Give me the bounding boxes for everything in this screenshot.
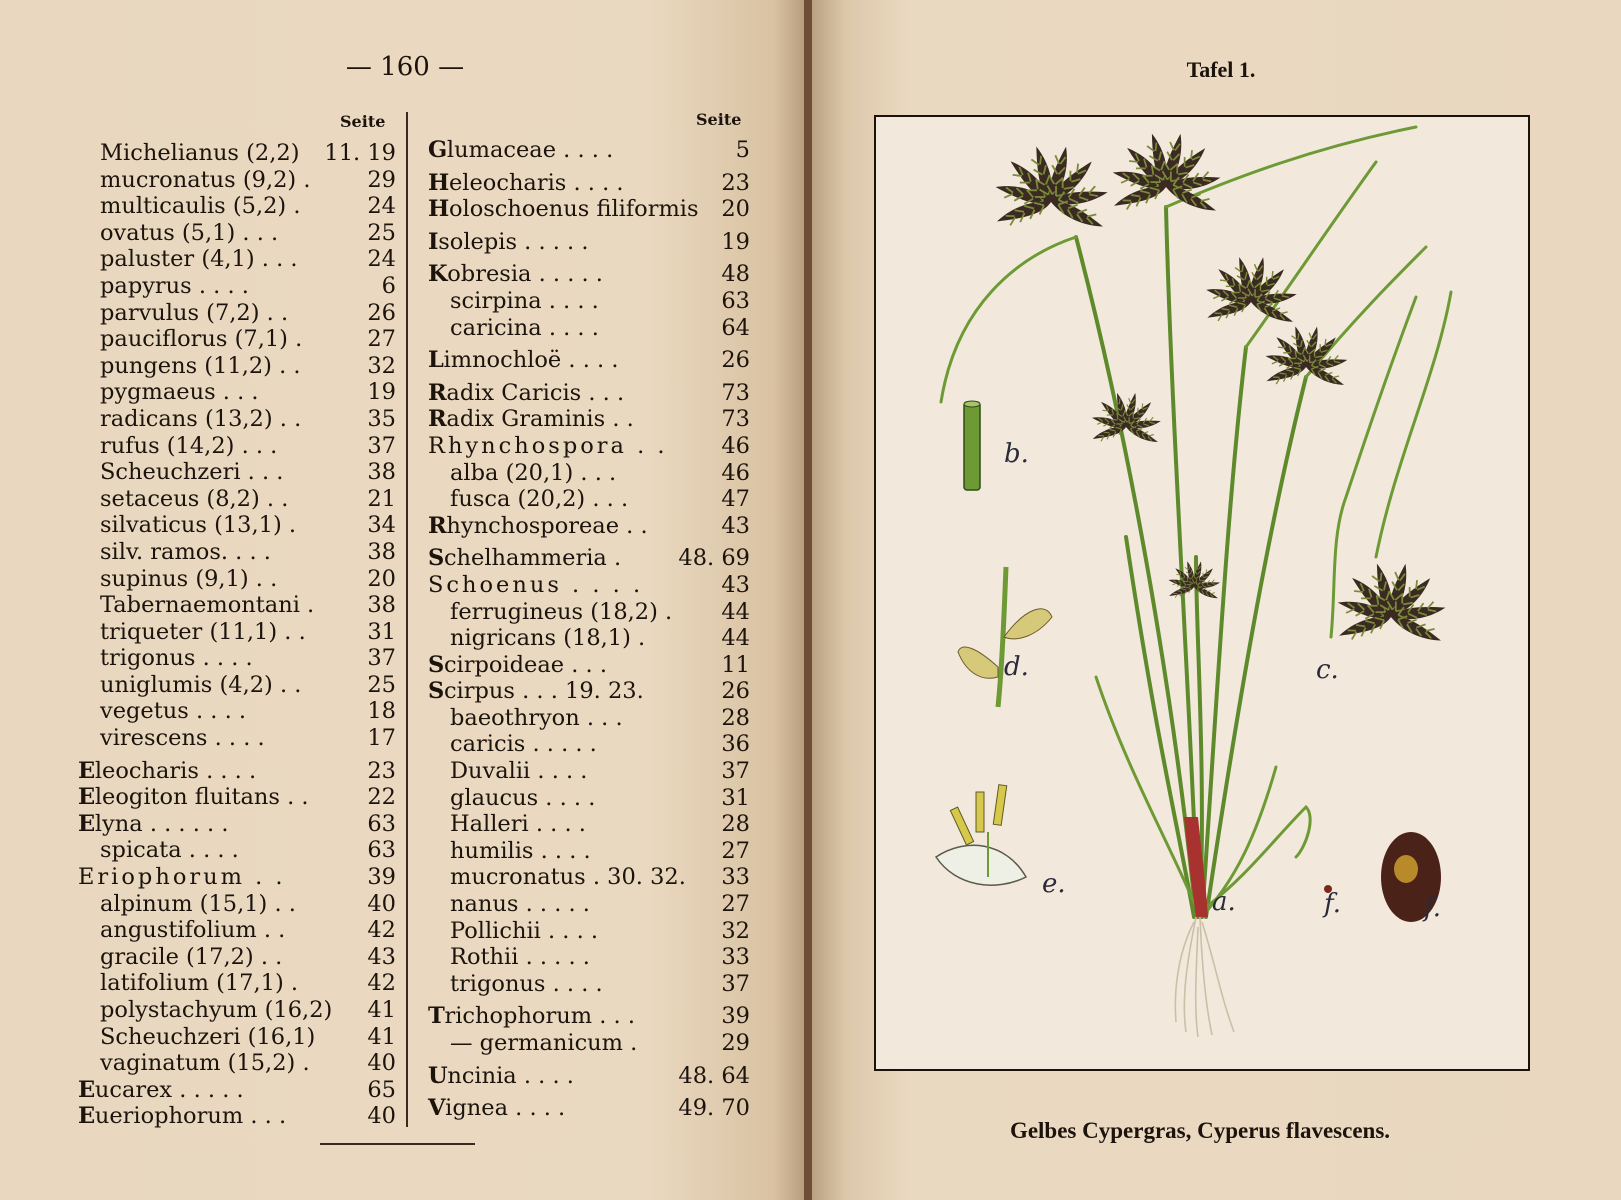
index-entry-pages: 11 (721, 651, 750, 678)
index-entry (428, 347, 750, 374)
index-entry-pages: 65 (367, 1076, 396, 1103)
index-entry (428, 460, 750, 487)
index-entry-pages: 33 (721, 864, 750, 891)
index-entry-label: parvulus (7,2) . . (100, 299, 289, 326)
index-entry-label: supinus (9,1) . . (100, 565, 278, 592)
index-entry-label: Eleocharis . . . . (78, 757, 257, 784)
index-entry-pages: 48 (721, 261, 750, 288)
index-entry (428, 678, 750, 705)
index-entry-label: glaucus . . . . (450, 784, 596, 811)
index-entry-pages: 38 (367, 459, 396, 486)
index-entry-label: alpinum (15,1) . . (100, 890, 296, 917)
index-entry-label: latifolium (17,1) . (100, 970, 299, 997)
label-d: d. (1004, 652, 1029, 682)
index-entry-pages: 28 (721, 704, 750, 731)
index-entry (428, 137, 750, 164)
index-entry-pages: 23 (721, 169, 750, 196)
index-entry-label: trigonus . . . . (100, 645, 253, 672)
index-entry-label: angustifolium . . (100, 917, 286, 944)
index-entry (428, 891, 750, 918)
index-entry-label: pauciflorus (7,1) . (100, 326, 303, 353)
botanical-illustration (874, 115, 1530, 1071)
index-entry-label: Michelianus (2,2) (100, 140, 300, 166)
flower-clusters (994, 132, 1447, 646)
index-entry-pages: 5 (735, 137, 750, 163)
index-entry (78, 486, 396, 513)
index-entry-label: Eucarex . . . . . (78, 1076, 244, 1103)
index-entry (428, 1030, 750, 1057)
index-entry-label: mucronatus (9,2) . (100, 166, 311, 193)
index-entry (428, 625, 750, 652)
index-entry (428, 315, 750, 342)
index-entry-pages: 25 (367, 219, 396, 246)
index-entry-label: Limnochloë . . . . (428, 347, 619, 374)
index-entry-label: virescens . . . . (100, 725, 265, 752)
index-entry-pages: 18 (367, 698, 396, 725)
index-entry-label: caricina . . . . (450, 314, 599, 341)
index-entry-label: Uncinia . . . . (428, 1062, 574, 1089)
index-entry-label: mucronatus . 30. 32. (450, 864, 686, 891)
index-entry-pages: 31 (367, 618, 396, 645)
index-entry-label: radicans (13,2) . . (100, 405, 302, 432)
index-column-2 (428, 137, 750, 1122)
index-entry-label: Scirpoideae . . . (428, 651, 608, 678)
index-column-1 (78, 140, 396, 1130)
index-entry-label: — germanicum . (450, 1030, 638, 1056)
index-entry-pages: 46 (721, 432, 750, 459)
index-entry-pages: 22 (367, 784, 396, 811)
index-entry-pages: 11. 19 (324, 140, 396, 166)
index-entry-pages: 19 (721, 228, 750, 255)
index-entry (78, 1050, 396, 1077)
index-entry-label: Halleri . . . . (450, 811, 586, 838)
index-entry-pages: 24 (367, 246, 396, 273)
plate-title: Tafel 1. (1186, 57, 1256, 82)
index-entry (428, 1003, 750, 1030)
index-entry (428, 971, 750, 998)
index-entry-pages: 33 (721, 944, 750, 971)
index-entry-label: rufus (14,2) . . . (100, 432, 278, 459)
index-entry-label: pygmaeus . . . (100, 379, 259, 406)
index-entry (78, 220, 396, 247)
index-entry-label: Tabernaemontani . (100, 592, 315, 619)
index-entry-pages: 27 (721, 891, 750, 918)
index-entry-pages: 63 (367, 810, 396, 837)
index-entry (428, 785, 750, 812)
index-entry-pages: 37 (367, 645, 396, 672)
index-entry-label: humilis . . . . (450, 837, 591, 864)
index-entry-pages: 41 (367, 1023, 396, 1050)
index-entry (78, 539, 396, 566)
index-entry-pages: 43 (367, 943, 396, 970)
index-entry (78, 811, 396, 838)
label-c: c. (1316, 655, 1339, 685)
index-entry (428, 1095, 750, 1122)
index-entry (78, 273, 396, 300)
index-entry-label: Vignea . . . . (428, 1095, 566, 1122)
index-entry (428, 261, 750, 288)
index-entry-label: Isolepis . . . . . (428, 228, 589, 255)
index-entry (428, 545, 750, 572)
index-entry-pages: 37 (367, 432, 396, 459)
index-entry-pages: 31 (721, 784, 750, 811)
index-entry-label: nigricans (18,1) . (450, 625, 646, 652)
index-entry (428, 513, 750, 540)
index-entry-label: fusca (20,2) . . . (450, 486, 629, 513)
index-entry-label: paluster (4,1) . . . (100, 246, 298, 273)
index-entry-pages: 39 (367, 864, 396, 891)
index-entry-label: silvaticus (13,1) . (100, 512, 297, 539)
col2-header: Seite (696, 110, 742, 129)
index-entry (428, 944, 750, 971)
index-entry-pages: 42 (367, 917, 396, 944)
index-entry-label: gracile (17,2) . . (100, 943, 283, 970)
index-entry (78, 566, 396, 593)
index-entry (78, 619, 396, 646)
index-entry-pages: 37 (721, 758, 750, 785)
roots (1175, 917, 1234, 1037)
index-entry-label: Holoschoenus filiformis (428, 196, 699, 223)
index-entry-label: nanus . . . . . (450, 891, 590, 918)
index-entry-pages: 36 (721, 731, 750, 758)
index-entry (428, 380, 750, 407)
index-entry (428, 705, 750, 732)
index-entry-label: Eriophorum . . (78, 864, 286, 891)
page-number: — 160 — (345, 52, 465, 82)
index-entry-label: scirpina . . . . (450, 287, 599, 314)
index-entry-label: Pollichii . . . . (450, 917, 599, 944)
index-entry (78, 1024, 396, 1051)
index-entry-pages: 43 (721, 512, 750, 539)
index-entry-label: Rhynchospora . . (428, 432, 668, 459)
index-entry (78, 140, 396, 167)
plate-caption: Gelbes Cypergras, Cyperus flavescens. (1009, 1118, 1391, 1143)
detail-b-stem-section (964, 401, 980, 490)
label-f-small: f. (1324, 889, 1341, 919)
col1-header: Seite (340, 112, 386, 131)
index-entry (78, 353, 396, 380)
index-entry-label: Scirpus . . . 19. 23. (428, 678, 644, 705)
index-entry (78, 645, 396, 672)
index-entry-label: silv. ramos. . . . (100, 538, 271, 565)
index-entry-pages: 49. 70 (678, 1095, 750, 1122)
index-entry-pages: 63 (721, 287, 750, 314)
index-entry (78, 300, 396, 327)
index-entry (78, 433, 396, 460)
index-entry-pages: 34 (367, 512, 396, 539)
index-entry-pages: 44 (721, 598, 750, 625)
index-entry (428, 572, 750, 599)
index-entry (428, 1063, 750, 1090)
index-entry (78, 784, 396, 811)
index-entry-label: Elyna . . . . . . (78, 810, 229, 837)
index-entry (78, 406, 396, 433)
index-entry-pages: 46 (721, 459, 750, 486)
index-entry-pages: 39 (721, 1003, 750, 1030)
index-entry (428, 918, 750, 945)
index-entry-pages: 47 (721, 486, 750, 513)
index-entry-label: Schoenus . . . . (428, 571, 644, 598)
leaves (941, 127, 1451, 912)
index-entry-pages: 26 (367, 299, 396, 326)
index-entry-label: Radix Caricis . . . (428, 379, 625, 406)
index-entry-pages: 32 (721, 917, 750, 944)
index-entry (428, 838, 750, 865)
index-entry (428, 811, 750, 838)
index-entry (78, 1103, 396, 1130)
index-entry (428, 433, 750, 460)
index-entry-label: alba (20,1) . . . (450, 459, 617, 486)
index-entry-pages: 64 (721, 314, 750, 341)
index-entry-pages: 17 (367, 725, 396, 752)
index-entry (428, 864, 750, 891)
index-entry-label: trigonus . . . . (450, 970, 603, 997)
index-entry-pages: 32 (367, 352, 396, 379)
index-entry (78, 512, 396, 539)
index-entry (78, 837, 396, 864)
index-entry-label: Eueriophorum . . . (78, 1103, 287, 1130)
index-entry (78, 698, 396, 725)
index-entry-pages: 38 (367, 538, 396, 565)
index-entry-pages: 38 (367, 592, 396, 619)
index-entry-pages: 44 (721, 625, 750, 652)
index-entry-label: multicaulis (5,2) . (100, 193, 301, 220)
index-entry (78, 326, 396, 353)
index-entry (78, 891, 396, 918)
index-entry (428, 288, 750, 315)
index-entry-label: Trichophorum . . . (428, 1003, 635, 1030)
index-entry (428, 170, 750, 197)
index-entry-pages: 29 (367, 166, 396, 193)
index-entry-pages: 73 (721, 379, 750, 406)
index-entry-label: Eleogiton fluitans . . (78, 784, 309, 811)
index-entry-pages: 26 (721, 347, 750, 374)
bottom-rule (320, 1143, 475, 1145)
index-entry (428, 486, 750, 513)
index-entry-pages: 24 (367, 193, 396, 220)
index-entry (78, 970, 396, 997)
index-entry-pages: 25 (367, 671, 396, 698)
index-entry (428, 406, 750, 433)
index-entry (78, 944, 396, 971)
index-entry-pages: 63 (367, 837, 396, 864)
index-entry (78, 758, 396, 785)
detail-d-spikelet (958, 567, 1052, 707)
index-entry-pages: 43 (721, 571, 750, 598)
label-b: b. (1004, 439, 1029, 469)
index-entry (428, 229, 750, 256)
index-entry-label: Kobresia . . . . . (428, 261, 603, 288)
index-entry-label: pungens (11,2) . . (100, 352, 301, 379)
index-entry-label: Duvalii . . . . (450, 758, 588, 785)
index-entry-label: ovatus (5,1) . . . (100, 219, 279, 246)
index-entry-pages: 48. 69 (678, 545, 750, 572)
index-entry-pages: 6 (381, 272, 396, 299)
index-entry-label: setaceus (8,2) . . (100, 485, 289, 512)
index-entry (78, 672, 396, 699)
index-entry-label: spicata . . . . (100, 837, 239, 864)
index-entry-pages: 35 (367, 405, 396, 432)
label-e: e. (1042, 869, 1066, 899)
index-entry-label: Heleocharis . . . . (428, 169, 624, 196)
index-entry-pages: 40 (367, 1103, 396, 1130)
column-divider (406, 112, 408, 1127)
index-entry (428, 731, 750, 758)
index-entry (428, 196, 750, 223)
index-entry-pages: 29 (721, 1030, 750, 1056)
index-entry-label: triqueter (11,1) . . (100, 618, 306, 645)
index-entry-label: Scheuchzeri (16,1) (100, 1023, 316, 1050)
index-entry (428, 599, 750, 626)
detail-e-flower (936, 785, 1026, 886)
index-entry-pages: 20 (367, 565, 396, 592)
index-entry (78, 379, 396, 406)
index-entry-pages: 37 (721, 970, 750, 997)
index-entry (78, 864, 396, 891)
index-entry-pages: 20 (721, 196, 750, 223)
index-entry-label: Rothii . . . . . (450, 944, 590, 971)
label-f-large: f. (1424, 893, 1441, 923)
index-entry-label: ferrugineus (18,2) . (450, 598, 673, 625)
index-entry-pages: 19 (367, 379, 396, 406)
index-entry-pages: 48. 64 (678, 1062, 750, 1089)
index-entry-pages: 73 (721, 406, 750, 433)
index-entry-label: Scheuchzeri . . . (100, 459, 284, 486)
index-entry-pages: 28 (721, 811, 750, 838)
index-entry (428, 758, 750, 785)
index-entry-pages: 40 (367, 1050, 396, 1077)
index-entry-label: baeothryon . . . (450, 704, 623, 731)
index-entry-label: Rhynchosporeae . . (428, 512, 648, 539)
index-entry (78, 997, 396, 1024)
index-entry-label: Radix Graminis . . (428, 406, 634, 433)
left-page (0, 0, 806, 1200)
index-entry (78, 725, 396, 752)
index-entry (78, 917, 396, 944)
index-entry-label: polystachyum (16,2) (100, 997, 333, 1023)
index-entry (78, 167, 396, 194)
index-entry-pages: 42 (367, 970, 396, 997)
index-entry-label: papyrus . . . . (100, 272, 249, 299)
index-entry-pages: 41 (367, 997, 396, 1023)
index-entry-pages: 26 (721, 678, 750, 705)
index-entry-label: vegetus . . . . (100, 698, 247, 725)
label-a: a. (1212, 887, 1236, 917)
index-entry-label: Glumaceae . . . . (428, 137, 614, 163)
index-entry (78, 1077, 396, 1104)
index-entry-label: vaginatum (15,2) . (100, 1050, 310, 1077)
index-entry-pages: 27 (721, 837, 750, 864)
index-entry-pages: 21 (367, 485, 396, 512)
index-entry (78, 246, 396, 273)
index-entry-label: caricis . . . . . (450, 731, 597, 758)
index-entry-label: uniglumis (4,2) . . (100, 671, 302, 698)
plant-drawing (876, 117, 1528, 1069)
index-entry-pages: 27 (367, 326, 396, 353)
index-entry (428, 652, 750, 679)
index-entry (78, 592, 396, 619)
index-entry (78, 193, 396, 220)
index-entry-label: Schelhammeria . (428, 545, 622, 572)
index-entry-pages: 40 (367, 890, 396, 917)
index-entry (78, 459, 396, 486)
index-entry-pages: 23 (367, 757, 396, 784)
